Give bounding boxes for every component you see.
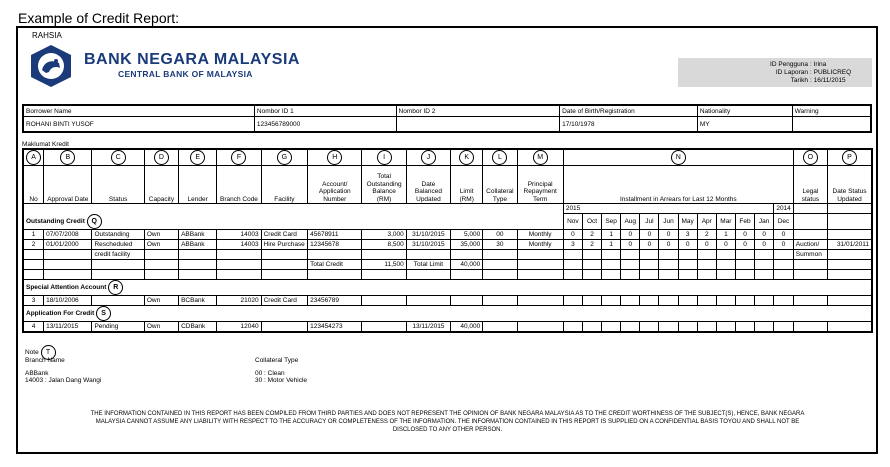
arrears-cell: 0	[755, 239, 774, 249]
row-facility: Credit Card	[261, 229, 308, 239]
years-row	[23, 204, 872, 214]
months-row	[23, 214, 872, 230]
col-status: Status	[92, 166, 144, 204]
row-account: 23456789	[308, 295, 362, 305]
branch-name-title: Branch Name	[25, 357, 65, 364]
row-updated: 13/11/2015	[406, 321, 450, 332]
arrears-cell: 0	[659, 239, 678, 249]
note-label: Note	[25, 349, 39, 356]
month-cell: Jan	[755, 214, 774, 230]
branch-line: 14003 : Jalan Dang Wangi	[25, 377, 102, 384]
user-id-row	[678, 61, 827, 69]
row-lender: CDBank	[179, 321, 217, 332]
month-cell: Sep	[602, 214, 621, 230]
id2-label: Nombor ID 2	[396, 105, 560, 117]
row-no: 3	[23, 295, 44, 305]
credit-table	[22, 148, 873, 333]
month-cell: Jul	[640, 214, 659, 230]
row-branch: 14003	[217, 239, 261, 249]
row-limit: 40,000	[451, 321, 483, 332]
special-attention-label: Special Attention Account	[26, 283, 107, 291]
borrower-name-label: Borrower Name	[23, 105, 254, 117]
arrears-cell: 2	[582, 239, 601, 249]
section-row-special	[23, 279, 872, 295]
mark-d: D	[154, 150, 169, 165]
table-row	[23, 239, 872, 249]
arrears-cell: 0	[563, 229, 582, 239]
arrears-cell: 1	[602, 229, 621, 239]
row-lender: ABBank	[179, 229, 217, 239]
row-legal	[793, 229, 827, 239]
row-status: Rescheduled	[92, 239, 144, 249]
collateral-line: 00 : Clean	[255, 370, 285, 377]
row-no: 4	[23, 321, 44, 332]
month-cell: Feb	[735, 214, 754, 230]
row-term: Monthly	[517, 239, 563, 249]
row-status: Pending	[92, 321, 144, 332]
mark-o: O	[803, 150, 818, 165]
month-cell: May	[678, 214, 697, 230]
report-id-box	[678, 58, 872, 87]
row-account: 123454273	[308, 321, 362, 332]
mark-r: R	[108, 280, 123, 295]
report-id-row	[678, 69, 852, 77]
total-credit-value: 11,500	[362, 259, 406, 269]
arrears-cell: 0	[659, 229, 678, 239]
row-legal-cont: Summon	[793, 249, 827, 259]
row-branch: 12040	[217, 321, 261, 332]
total-credit-label: Total Credit	[308, 259, 362, 269]
mark-g: G	[277, 150, 292, 165]
total-limit-value: 40,000	[451, 259, 483, 269]
row-branch: 21020	[217, 295, 261, 305]
row-term: Monthly	[517, 229, 563, 239]
col-status-date: Date Status Updated	[828, 166, 872, 204]
row-approval-date: 18/10/2006	[44, 295, 92, 305]
row-facility: Credit Card	[261, 295, 308, 305]
row-branch: 14003	[217, 229, 261, 239]
user-id-label: ID Pengguna	[770, 61, 808, 68]
col-no: No	[23, 166, 44, 204]
arrears-cell: 2	[697, 229, 716, 239]
mark-h: H	[327, 150, 342, 165]
nationality-value: MY	[697, 117, 792, 133]
mark-s: S	[96, 306, 111, 321]
bank-name: BANK NEGARA MALAYSIA	[84, 51, 300, 68]
col-legal-status: Legal status	[793, 166, 827, 204]
dob-value: 17/10/1978	[560, 117, 698, 133]
row-collateral: 30	[483, 239, 517, 249]
row-status-date	[828, 229, 872, 239]
mark-i: I	[377, 150, 392, 165]
id1-label: Nombor ID 1	[254, 105, 396, 117]
mark-e: E	[190, 150, 205, 165]
arrears-cell: 0	[735, 229, 754, 239]
table-row	[23, 229, 872, 239]
row-status-cont: credit facility	[92, 249, 144, 259]
row-approval-date: 07/07/2008	[44, 229, 92, 239]
column-mark-row	[23, 149, 872, 166]
arrears-cell: 0	[774, 229, 794, 239]
arrears-cell: 0	[640, 229, 659, 239]
section-row-application	[23, 305, 872, 321]
arrears-cell: 0	[621, 239, 640, 249]
mark-n: N	[671, 150, 686, 165]
row-balance: 8,500	[362, 239, 406, 249]
arrears-cell: 0	[678, 239, 697, 249]
arrears-cell: 0	[755, 229, 774, 239]
mark-k: K	[459, 150, 474, 165]
mark-t: T	[41, 345, 56, 360]
mark-p: P	[842, 150, 857, 165]
month-cell: Mar	[716, 214, 735, 230]
mark-j: J	[421, 150, 436, 165]
arrears-cell: 1	[602, 239, 621, 249]
month-cell: Nov	[563, 214, 582, 230]
mark-b: B	[60, 150, 75, 165]
id1-value: 123456789000	[254, 117, 396, 133]
col-collateral: Collateral Type	[483, 166, 517, 204]
table-row	[23, 321, 872, 332]
totals-row	[23, 259, 872, 269]
row-facility: Hire Purchase	[261, 239, 308, 249]
user-id-value: : Irina	[810, 61, 827, 68]
mark-l: L	[492, 150, 507, 165]
bank-logo-icon	[29, 44, 73, 88]
arrears-cell: 3	[563, 239, 582, 249]
month-cell: Dec	[774, 214, 794, 230]
report-date-value: : 16/11/2015	[810, 77, 846, 84]
blank-row	[23, 269, 872, 279]
borrower-name-value: ROHANI BINTI YUSOF	[23, 117, 254, 133]
col-outstanding-balance: Total Outstanding Balance (RM)	[362, 166, 406, 204]
col-account-number: Account/ Application Number	[308, 166, 362, 204]
outstanding-credit-label: Outstanding Credit	[26, 217, 85, 225]
report-id-label: ID Laporan	[775, 69, 808, 76]
row-approval-date: 13/11/2015	[44, 321, 92, 332]
classification-label: RAHSIA	[32, 31, 62, 40]
column-label-row	[23, 166, 872, 204]
row-no: 2	[23, 239, 44, 249]
row-lender: BCBank	[179, 295, 217, 305]
col-lender: Lender	[179, 166, 217, 204]
mark-q: Q	[87, 214, 102, 229]
arrears-cell: 0	[716, 239, 735, 249]
note-section	[25, 345, 308, 384]
report-caption: Example of Credit Report:	[18, 10, 180, 26]
borrower-table	[22, 104, 872, 133]
mark-a: A	[26, 150, 41, 165]
collateral-line: 30 : Motor Vehicle	[255, 377, 308, 384]
dob-label: Date of Birth/Registration	[560, 105, 698, 117]
col-arrears: Installment in Arrears for Last 12 Months	[563, 166, 793, 204]
row-capacity: Own	[144, 321, 178, 332]
row-lender: ABBank	[179, 239, 217, 249]
mark-c: C	[111, 150, 126, 165]
month-cell: Oct	[582, 214, 601, 230]
arrears-cell: 0	[735, 239, 754, 249]
row-updated: 31/10/2015	[406, 229, 450, 239]
month-cell: Jun	[659, 214, 678, 230]
report-id-value: : PUBLICREQ	[810, 69, 852, 76]
arrears-cell: 0	[697, 239, 716, 249]
col-limit: Limit (RM)	[451, 166, 483, 204]
year-right: 2014	[774, 204, 794, 214]
row-no: 1	[23, 229, 44, 239]
row-capacity: Own	[144, 295, 178, 305]
row-status-date: 31/01/2011	[828, 239, 872, 249]
collateral-type-title: Collateral Type	[255, 357, 299, 364]
arrears-cell: 0	[774, 239, 794, 249]
table-row	[23, 295, 872, 305]
col-facility: Facility	[261, 166, 308, 204]
row-balance: 3,000	[362, 229, 406, 239]
row-updated: 31/10/2015	[406, 239, 450, 249]
row-collateral: 00	[483, 229, 517, 239]
arrears-cell: 3	[678, 229, 697, 239]
arrears-cell: 2	[582, 229, 601, 239]
row-account: 12345678	[308, 239, 362, 249]
row-legal: Auction/	[793, 239, 827, 249]
col-repayment-term: Principal Repayment Term	[517, 166, 563, 204]
row-account: 45678911	[308, 229, 362, 239]
row-capacity: Own	[144, 239, 178, 249]
col-date-updated: Date Balanced Updated	[406, 166, 450, 204]
arrears-cell: 1	[716, 229, 735, 239]
total-limit-label: Total Limit	[406, 259, 450, 269]
row-limit: 35,000	[451, 239, 483, 249]
row-status: Outstanding	[92, 229, 144, 239]
month-cell: Aug	[621, 214, 640, 230]
arrears-cell: 0	[640, 239, 659, 249]
table-row-continuation	[23, 249, 872, 259]
id2-value	[396, 117, 560, 133]
mark-m: M	[533, 150, 548, 165]
arrears-cell: 0	[621, 229, 640, 239]
col-capacity: Capacity	[144, 166, 178, 204]
row-capacity: Own	[144, 229, 178, 239]
col-branch-code: Branch Code	[217, 166, 261, 204]
month-cell: Apr	[697, 214, 716, 230]
application-credit-label: Application For Credit	[26, 309, 95, 317]
year-left: 2015	[563, 204, 773, 214]
warning-value	[792, 117, 871, 133]
branch-line: ABBank	[25, 370, 49, 377]
col-approval-date: Approval Date	[44, 166, 92, 204]
warning-label: Warning	[792, 105, 871, 117]
report-date-row	[678, 77, 846, 85]
row-approval-date: 01/01/2000	[44, 239, 92, 249]
bank-subtitle: CENTRAL BANK OF MALAYSIA	[118, 69, 253, 79]
row-limit: 5,000	[451, 229, 483, 239]
mark-f: F	[231, 150, 246, 165]
credit-info-label: Maklumat Kredit	[22, 141, 69, 148]
disclaimer: THE INFORMATION CONTAINED IN THIS REPORT HAS BEEN COMPILED FROM THIRD PARTIES AND DOES NOT REPRESENT THE OPINION OF BANK NEGARA MALAYSIA AS TO THE CREDIT WORTHINESS OF THE SUBJECT(S), HENCE, BANK NEGARA MALAYSIA CANNOT ASSUME ANY LIABILITY WITH RESPECT TO THE ACCURACY OR COMPLETENESS OF THE INFORMATION. THE INFORMATION CONTAINED IN THIS REPORT IS SUPPLIED ON A CONFIDENTIAL BASIS TOYOU AND SHALL NOT BE DISCLOSED TO ANY OTHER PERSON.	[90, 411, 805, 434]
report-date-label: Tarikh	[790, 77, 808, 84]
nationality-label: Nationality	[697, 105, 792, 117]
